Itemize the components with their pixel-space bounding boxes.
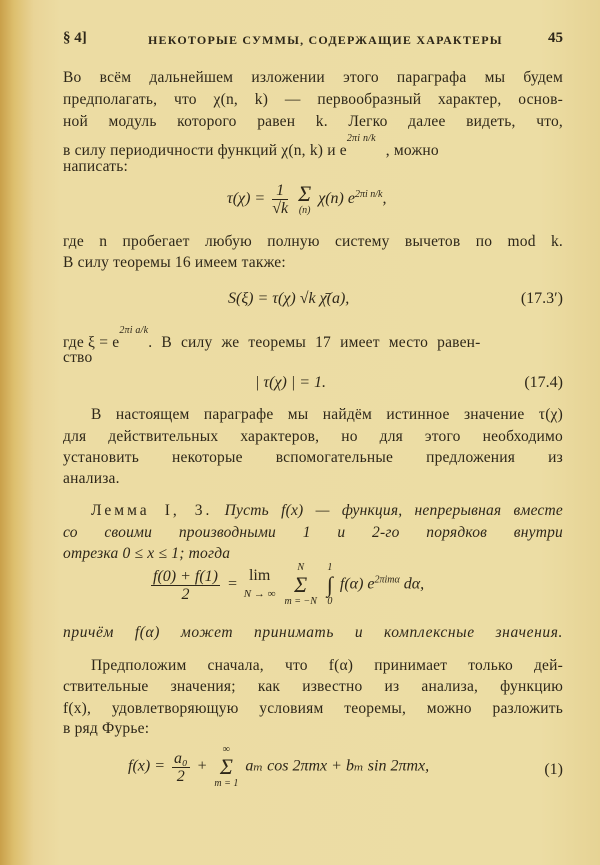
formula-part: f(x) = — [128, 757, 165, 775]
exponent: 2πimα — [374, 574, 400, 586]
page-number: 45 — [548, 30, 563, 46]
formula-part: = — [227, 575, 238, 593]
section-number: § 4] — [63, 30, 87, 46]
equation-label: (17.3′) — [520, 290, 563, 307]
sum-index: (n) — [298, 204, 311, 216]
sum-top: ∞ — [222, 744, 230, 755]
lim-sub: N → ∞ — [243, 588, 276, 600]
sum-sign: ∞ Σ m = 1 — [214, 744, 239, 789]
lemma-name: Лемма I, 3. — [91, 502, 213, 519]
text-span: в силу периодичности функций χ(n, k) и e — [63, 142, 347, 160]
text-span: Пусть f(x) — функция, непрерывная вместе — [224, 502, 563, 519]
running-title: НЕКОТОРЫЕ СУММЫ, СОДЕРЖАЩИЕ ХАРАКТЕРЫ — [148, 33, 503, 47]
text-line: для действительных характеров, но для этого необходимо — [63, 428, 563, 445]
equation-label: (1) — [544, 761, 563, 778]
text-span: . В силу же теоремы 17 имеет место равен- — [148, 334, 481, 352]
formula-part: , — [382, 190, 387, 208]
text-line: ной модуль которого равен k. Легко далее видеть, что, — [63, 113, 563, 130]
sum-top: N — [297, 562, 305, 573]
fraction — [151, 568, 220, 603]
fraction — [172, 750, 190, 785]
text-line: со своими производными 1 и 2-го порядков внутри — [63, 524, 563, 541]
lim-text: lim — [248, 567, 271, 584]
text-line: написать: — [63, 158, 129, 175]
numerator: 1 — [272, 182, 288, 200]
fraction — [272, 182, 288, 217]
text-line: анализа. — [63, 470, 120, 487]
text-line: где n пробегает любую полную систему вычетов по mod k. — [63, 233, 563, 250]
integral-sign: 1 ∫ 0 — [326, 562, 333, 607]
text-line: установить некоторые вспомогательные предложения из — [63, 449, 563, 466]
text-line: В силу теоремы 16 имеем также: — [63, 254, 286, 271]
text-line — [91, 501, 563, 521]
exponent: 2πi n/k — [354, 188, 383, 200]
text-line: отрезка 0 ≤ x ≤ 1; тогда — [63, 545, 231, 562]
sum-bottom: m = −N — [284, 596, 317, 607]
sum-sign: N Σ m = −N — [284, 562, 317, 607]
limit — [244, 567, 276, 603]
text-span: где ξ = e — [63, 334, 120, 352]
formula-part: aₘ cos 2πmx + bₘ sin 2πmx, — [245, 757, 430, 775]
equation-label: (17.4) — [524, 374, 563, 391]
numerator: a₀ — [174, 749, 188, 767]
text-line: причём f(α) может принимать и комплексные значения. — [63, 624, 563, 641]
formula-part: χ(n) e — [318, 190, 355, 208]
denominator: 2 — [176, 767, 185, 785]
text-line: ство — [63, 349, 93, 366]
formula-17-4: | τ(χ) | = 1. — [255, 374, 327, 391]
formula-part: τ(χ) = — [227, 190, 266, 208]
formula-part: dα, — [403, 575, 425, 593]
sum-bottom: m = 1 — [214, 778, 239, 789]
sum-sign: Σ (n) — [298, 180, 312, 216]
formula-lemma — [148, 562, 424, 608]
formula-fourier — [128, 744, 429, 790]
int-bottom: 0 — [327, 596, 333, 607]
formula-17-3: S(ξ) = τ(χ) √k χ̄(a), — [228, 290, 350, 307]
text-line: предполагать, что χ(n, k) — первообразный характер, основ- — [63, 91, 563, 108]
text-line: В настоящем параграфе мы найдём истинное значение τ(χ) — [91, 406, 563, 423]
text-line: Предположим сначала, что f(α) принимает только дей- — [91, 657, 563, 674]
formula-gauss-sum — [227, 182, 387, 217]
exponent: 2πi n/k — [346, 133, 376, 144]
text-line: в ряд Фурье: — [63, 720, 150, 737]
formula-part: f(α) e — [339, 575, 375, 593]
text-line: Во всём дальнейшем изложении этого параграфа мы будем — [63, 69, 563, 86]
numerator: f(0) + f(1) — [153, 567, 218, 585]
text-span: , можно — [385, 142, 439, 160]
formula-part: + — [196, 757, 208, 775]
denominator: √k — [272, 200, 289, 217]
text-line: ствительные значения; как известно из анализа, функцию — [63, 678, 563, 695]
int-top: 1 — [327, 562, 333, 573]
exponent: 2πi a/k — [119, 325, 149, 336]
text-line: f(x), удовлетворяющую условиям теоремы, можно разложить — [63, 700, 563, 717]
denominator: 2 — [181, 585, 190, 603]
